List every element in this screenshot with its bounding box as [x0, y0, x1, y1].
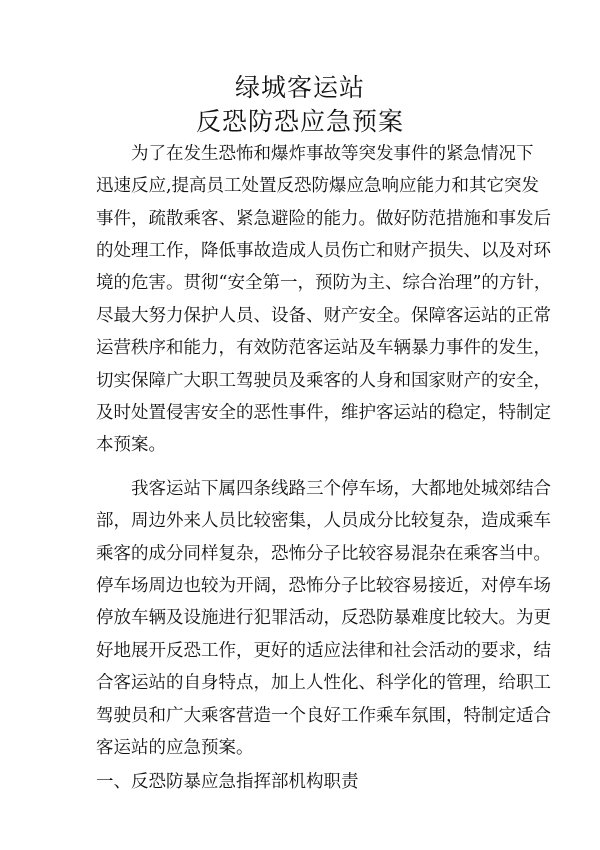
- paragraph-line: 我客运站下属四条线路三个停车场，大都地处城郊结合: [131, 479, 551, 499]
- paragraph-line: 合客运站的自身特点，加上人性化、科学化的管理，给职工: [96, 673, 551, 693]
- paragraph-line: 驾驶员和广大乘客营造一个良好工作乘车氛围，特制定适合: [96, 706, 551, 726]
- paragraph-line: 尽最大努力保护人员、设备、财产安全。保障客运站的正常: [96, 306, 551, 326]
- paragraph-line: 客运站的应急预案。: [96, 738, 254, 758]
- paragraph-line: 的处理工作，降低事故造成人员伤亡和财产损失、以及对环: [96, 241, 551, 261]
- section-heading: 一、反恐防暴应急指挥部机构职责: [96, 772, 359, 792]
- paragraph-line: 乘客的成分同样复杂，恐怖分子比较容易混杂在乘客当中。: [96, 544, 551, 564]
- paragraph-line: 部，周边外来人员比较密集，人员成分比较复杂，造成乘车: [96, 511, 551, 531]
- paragraph-line: 运营秩序和能力，有效防范客运站及车辆暴力事件的发生，: [96, 338, 551, 358]
- paragraph-line: 好地展开反恐工作，更好的适应法律和社会活动的要求，结: [96, 641, 551, 661]
- document-title-line1: 绿城客运站: [234, 73, 365, 102]
- paragraph-line: 迅速反应,提高员工处置反恐防爆应急响应能力和其它突发: [96, 176, 540, 196]
- paragraph-line: 为了在发生恐怖和爆炸事故等突发事件的紧急情况下: [131, 144, 534, 164]
- paragraph-line: 切实保障广大职工驾驶员及乘客的人身和国家财产的安全，: [96, 371, 551, 391]
- document-title-line2: 反恐防恐应急预案: [195, 107, 404, 136]
- paragraph-line: 事件，疏散乘客、紧急避险的能力。做好防范措施和事发后: [96, 209, 551, 229]
- paragraph-line: 停放车辆及设施进行犯罪活动，反恐防暴难度比较大。为更: [96, 608, 551, 628]
- paragraph-line: 境的危害。贯彻“安全第一，预防为主、综合治理”的方针，: [96, 273, 552, 293]
- paragraph-line: 停车场周边也较为开阔，恐怖分子比较容易接近，对停车场: [96, 576, 551, 596]
- paragraph-line: 及时处置侵害安全的恶性事件，维护客运站的稳定，特制定: [96, 403, 551, 423]
- paragraph-line: 本预案。: [96, 435, 166, 455]
